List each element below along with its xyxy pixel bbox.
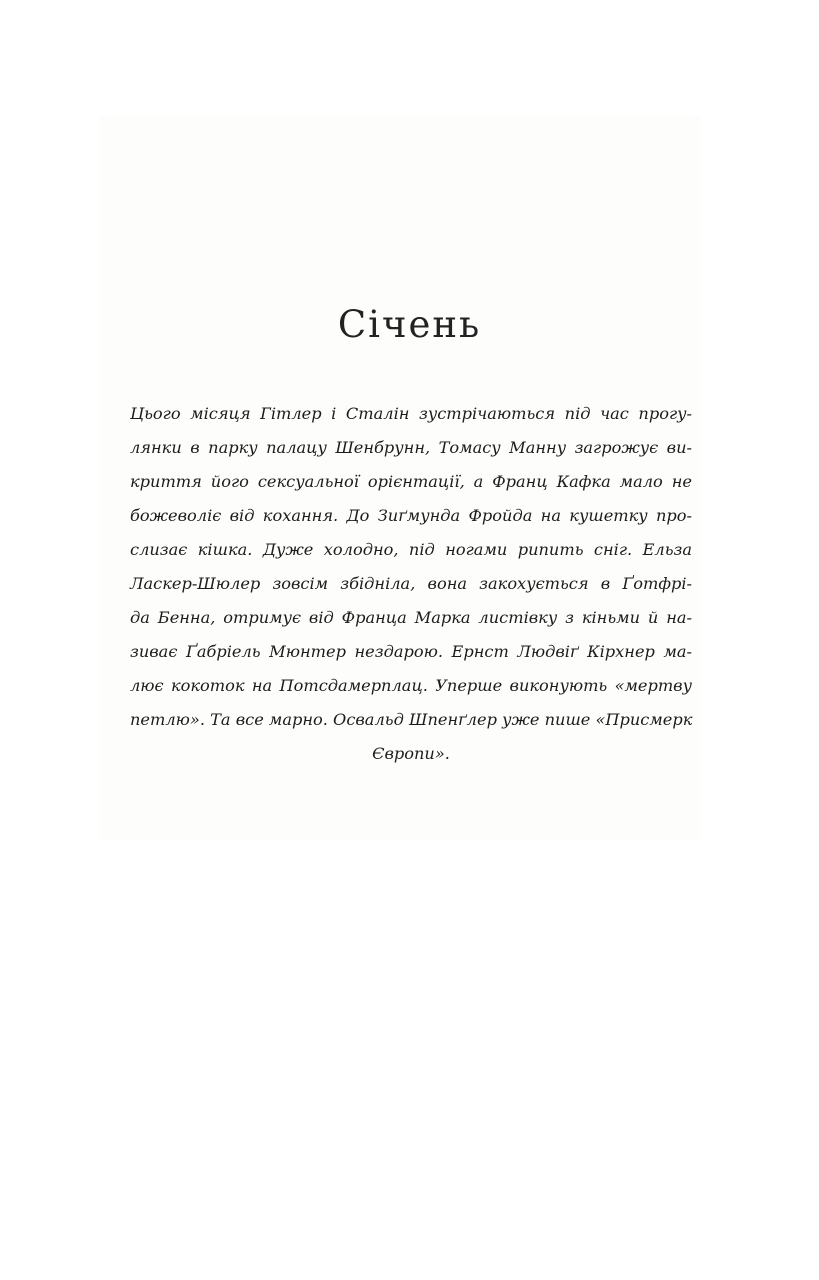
text-line: лює кокоток на Потсдамерплац. Уперше виконують «мертву	[130, 676, 692, 695]
text-line: Цього місяця Гітлер і Сталін зустрічаються під час прогу-	[130, 404, 692, 423]
text-line: да Бенна, отримує від Франца Марка листівку з кіньми й на-	[130, 608, 692, 627]
chapter-title: Січень	[337, 303, 482, 346]
text-line: криття його сексуальної орієнтації, а Франц Кафка мало не	[130, 472, 692, 491]
text-line: зиває Ґабріель Мюнтер нездарою. Ернст Людвіґ Кірхнер ма-	[130, 642, 692, 661]
text-line: лянки в парку палацу Шенбрунн, Томасу Манну загрожує ви-	[130, 438, 692, 457]
text-line: Європи».	[372, 744, 450, 763]
text-line: Ласкер-Шюлер зовсім збідніла, вона закохується в Ґотфрі-	[130, 574, 692, 593]
chapter-epigraph	[130, 397, 692, 771]
text-line: слизає кішка. Дуже холодно, під ногами рипить сніг. Ельза	[130, 540, 692, 559]
text-line: божеволіє від кохання. До Зиґмунда Фройда на кушетку про-	[130, 506, 692, 525]
text-line: петлю». Та все марно. Освальд Шпенґлер уже пише «Присмерк	[130, 710, 693, 729]
